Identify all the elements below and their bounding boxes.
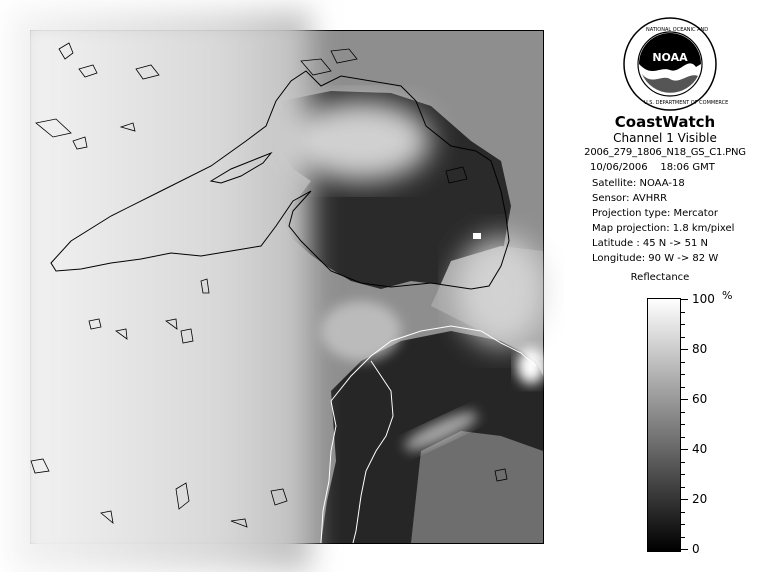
cloud-band-center <box>321 301 401 361</box>
cloud-mass-west <box>11 11 311 571</box>
colorbar-tick <box>680 474 685 475</box>
colorbar-tick <box>680 399 688 400</box>
colorbar-tick-label: 20 <box>692 492 708 506</box>
longitude-label: Longitude: 90 W -> 82 W <box>592 253 719 264</box>
product-title: CoastWatch <box>614 113 716 131</box>
time-value: 18:06 GMT <box>660 162 715 173</box>
map-canvas <box>31 31 543 543</box>
colorbar-tick-label: 40 <box>692 442 708 456</box>
logo-label: NOAA <box>652 51 688 64</box>
colorbar-tick <box>680 374 685 375</box>
reflectance-colorbar <box>647 298 681 552</box>
channel-label: Channel 1 Visible <box>613 131 717 145</box>
colorbar-tick <box>680 424 685 425</box>
colorbar-tick <box>680 324 685 325</box>
map-projection-label: Map projection: 1.8 km/pixel <box>592 223 735 234</box>
svg-text:NATIONAL OCEANIC AND: NATIONAL OCEANIC AND <box>646 27 709 33</box>
filename-label: 2006_279_1806_N18_GS_C1.PNG <box>584 147 746 158</box>
colorbar-tick <box>680 512 685 513</box>
datetime-label <box>565 162 765 173</box>
latitude-label: Latitude : 45 N -> 51 N <box>592 238 708 249</box>
scale-unit: % <box>722 289 733 302</box>
colorbar-tick <box>680 499 688 500</box>
colorbar-tick <box>680 487 685 488</box>
colorbar-tick <box>680 549 688 550</box>
colorbar-tick <box>680 312 685 313</box>
scale-title: Reflectance <box>630 272 690 283</box>
colorbar-tick <box>680 537 685 538</box>
colorbar-tick <box>680 449 688 450</box>
colorbar-tick-label: 60 <box>692 392 708 406</box>
svg-text:U.S. DEPARTMENT OF COMMERCE: U.S. DEPARTMENT OF COMMERCE <box>644 100 729 106</box>
colorbar-tick <box>680 362 685 363</box>
cloud-band-north <box>291 101 431 181</box>
bright-lake <box>473 233 481 239</box>
colorbar-tick <box>680 412 685 413</box>
projection-type-label: Projection type: Mercator <box>592 208 718 219</box>
satellite-image <box>30 30 544 544</box>
noaa-logo <box>622 16 729 112</box>
satellite-label: Satellite: NOAA-18 <box>592 178 685 189</box>
sensor-label: Sensor: AVHRR <box>592 193 668 204</box>
land-patch-south <box>411 431 543 543</box>
colorbar-tick-label: 100 <box>692 292 715 306</box>
colorbar-tick <box>680 337 685 338</box>
colorbar-tick <box>680 387 685 388</box>
colorbar-tick <box>680 299 688 300</box>
colorbar-tick <box>680 349 688 350</box>
colorbar-tick <box>680 524 685 525</box>
date-value: 10/06/2006 <box>590 162 648 173</box>
colorbar-tick-label: 0 <box>692 542 700 556</box>
colorbar-tick <box>680 462 685 463</box>
noaa-emblem <box>622 16 729 112</box>
colorbar-tick <box>680 437 685 438</box>
colorbar-tick-label: 80 <box>692 342 708 356</box>
